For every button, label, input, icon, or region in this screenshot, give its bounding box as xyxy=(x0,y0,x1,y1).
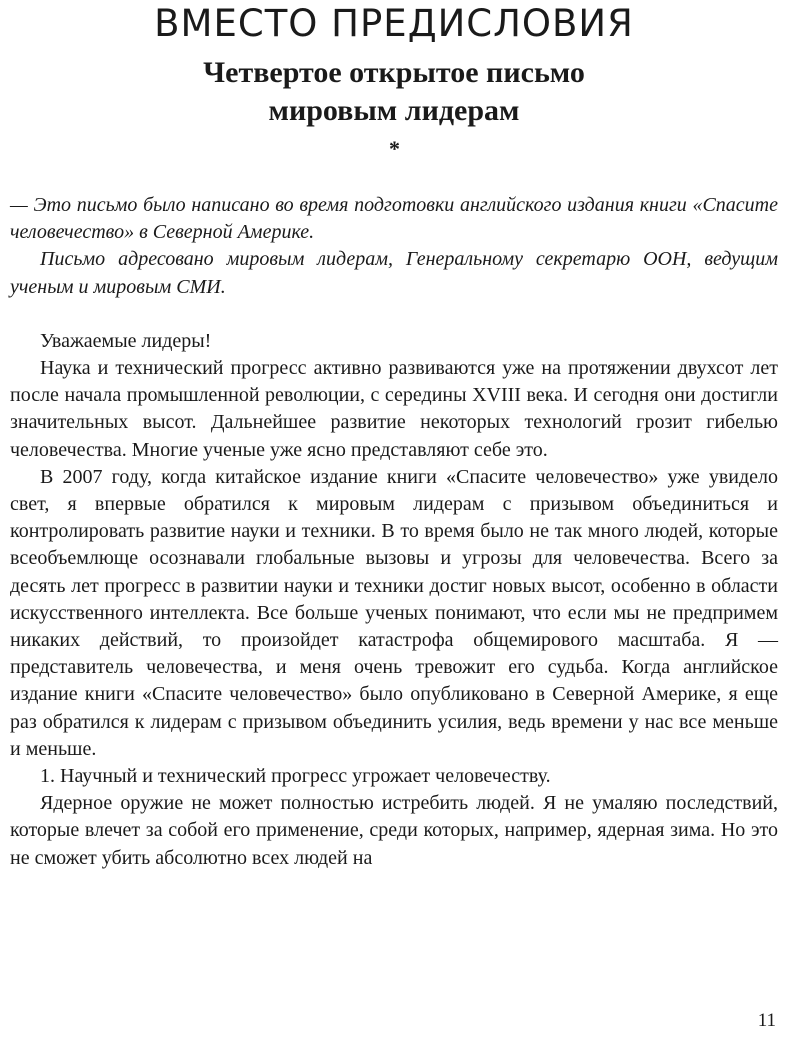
chapter-title-line-2 xyxy=(0,92,788,176)
chapter-title-line-1: Четвертое открытое письмо xyxy=(203,56,585,89)
letter-paragraph: Наука и технический прогресс активно развиваются уже на протяжении двухсот лет после начала промышленной революции, с середины XVIII века. И сегодня они достигли значительных высот. Дальнейшее развитие некоторых технологий грозит гибелью человечества. Многие ученые уже ясно представляют себе это. xyxy=(10,357,778,461)
numbered-point: 1. Научный и технический прогресс угрожает человечеству. xyxy=(40,765,551,788)
footnote-marker: * xyxy=(389,136,400,161)
chapter-title xyxy=(0,54,788,176)
preface-note-paragraph: Письмо адресовано мировым лидерам, Генеральному секретарю ООН, ведущим ученым и мировым СМИ. xyxy=(10,248,778,298)
preface-note-paragraph: — Это письмо было написано во время подготовки английского издания книги «Спасите человечество» в Северной Америке. xyxy=(10,194,778,244)
section-title: ВМЕСТО ПРЕДИСЛОВИЯ xyxy=(154,2,634,45)
letter-paragraph: В 2007 году, когда китайское издание книги «Спасите человечество» уже увидело свет, я впервые обратился к мировым лидерам с призывом объединиться и контролировать развитие науки и техники. В то время было не так много людей, которые всеобъемлюще осознавали глобальные вызовы и угрозы для человечества. Всего за десять лет прогресс в развитии науки и техники достиг новых высот, особенно в области искусственного интеллекта. Все больше ученых понимают, что если мы не предпримем никаких действий, то произойдет катастрофа общемирового масштаба. Я — представитель человечества, и меня очень тревожит его судьба. Когда английское издание книги «Спасите человечество» было опубликовано в Северной Америке, я еще раз обратился к лидерам с призывом объединить усилия, ведь времени у нас все меньше и меньше. xyxy=(10,465,778,760)
chapter-title-line-2-text: мировым лидерам xyxy=(268,94,520,127)
letter-paragraph: Ядерное оружие не может полностью истребить людей. Я не умаляю последствий, которые влечет за собой его применение, среди которых, например, ядерная зима. Но это не сможет убить абсолютно всех людей на xyxy=(10,792,778,869)
page-number: 11 xyxy=(757,1010,776,1031)
body-text xyxy=(10,192,778,872)
letter-salutation: Уважаемые лидеры! xyxy=(40,329,212,352)
paragraph-spacer xyxy=(10,301,778,328)
